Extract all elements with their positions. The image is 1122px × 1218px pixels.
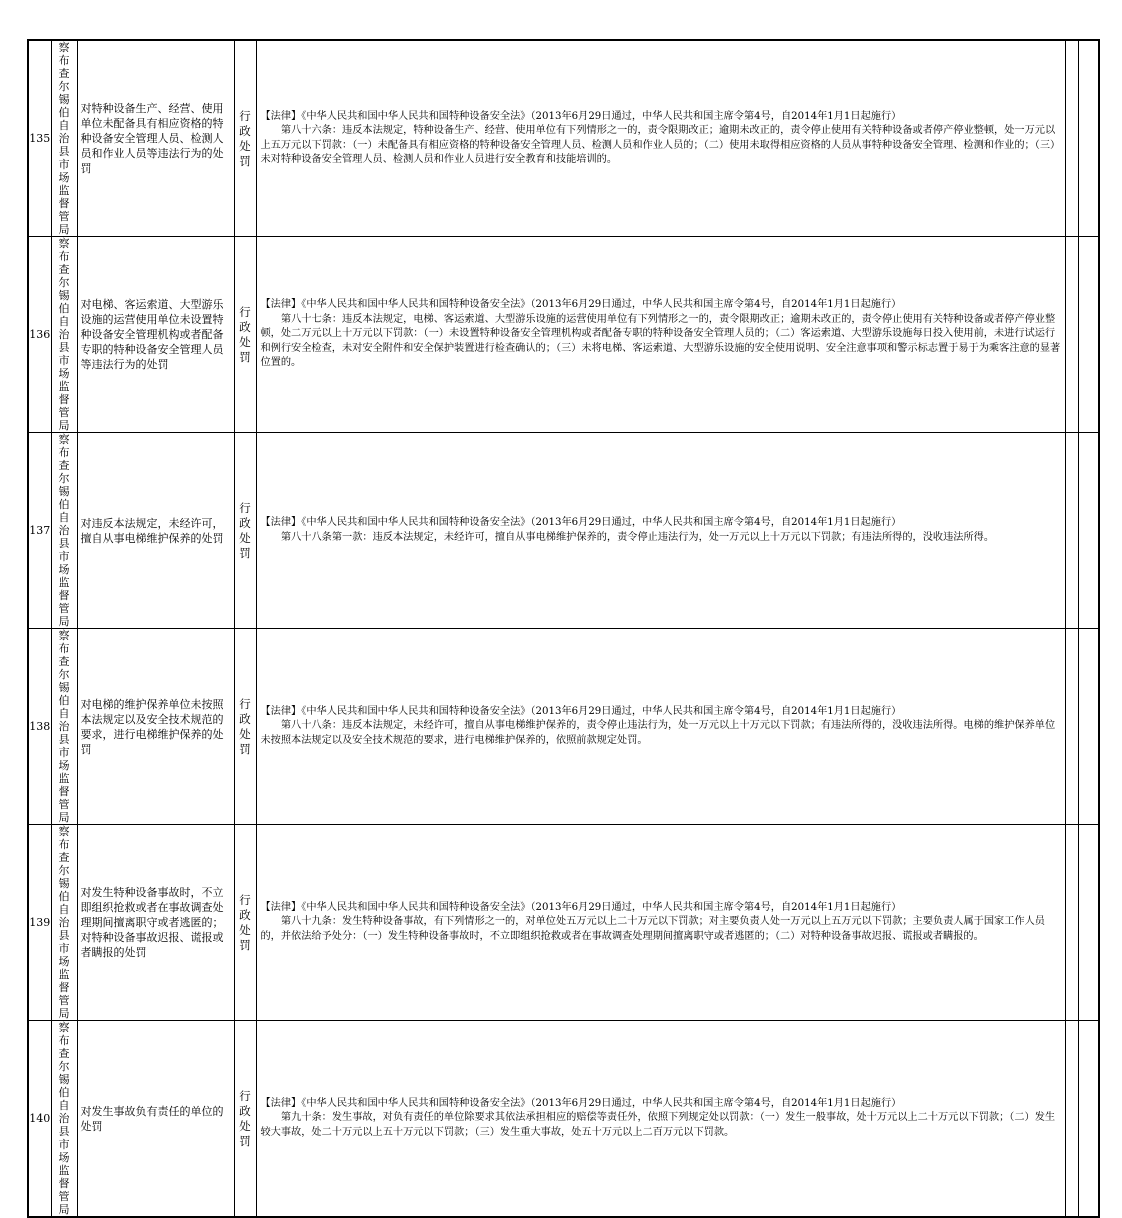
item-name: 对特种设备生产、经营、使用单位未配备具有相应资格的特种设备安全管理人员、检测人员和作业人员等违法行为的处罚	[77, 40, 234, 237]
department-cell	[51, 1021, 77, 1218]
row-number: 139	[28, 825, 51, 1021]
power-type-cell	[234, 1021, 256, 1218]
department-cell	[51, 629, 77, 825]
power-type: 行政处罚	[239, 500, 251, 560]
law-article: 第八十六条：违反本法规定，特种设备生产、经营、使用单位有下列情形之一的，责令限期改正；逾期未改正的，责令停止使用有关特种设备或者停产停业整顿，处一万元以上五万元以下罚款：（一）未配备具有相应资格的特种设备安全管理人员、检测人员和作业人员的；（二）使用未取得相应资格的人员从事特种设备安全管理、检测和作业的；（三）未对特种设备安全管理人员、检测人员和作业人员进行安全教育和技能培训的。	[260, 125, 1061, 165]
department-name: 察布查尔锡伯自治县市场监督管局	[58, 41, 70, 236]
law-citation: 【法律】《中华人民共和国中华人民共和国特种设备安全法》（2013年6月29日通过，中华人民共和国主席令第4号，自2014年1月1日起施行）	[260, 901, 902, 913]
power-type: 行政处罚	[239, 108, 251, 168]
blank-cell	[1065, 1021, 1078, 1218]
law-article: 第八十八条：违反本法规定，未经许可，擅自从事电梯维护保养的，责令停止违法行为，处一万元以上十万元以下罚款；有违法所得的，没收违法所得。电梯的维护保养单位未按照本法规定以及安全技术规范的要求，进行电梯维护保养的，依照前款规定处罚。	[260, 720, 1056, 746]
law-citation: 【法律】《中华人民共和国中华人民共和国特种设备安全法》（2013年6月29日通过，中华人民共和国主席令第4号，自2014年1月1日起施行）	[260, 705, 902, 717]
power-type-cell	[234, 237, 256, 433]
table-row	[28, 40, 1099, 237]
law-citation: 【法律】《中华人民共和国中华人民共和国特种设备安全法》（2013年6月29日通过，中华人民共和国主席令第4号，自2014年1月1日起施行）	[260, 517, 902, 528]
table-row	[28, 825, 1099, 1021]
legal-basis-cell	[256, 825, 1065, 1021]
department-name: 察布查尔锡伯自治县市场监督管局	[58, 825, 70, 1020]
row-number: 138	[28, 629, 51, 825]
row-number: 137	[28, 433, 51, 629]
item-name: 对发生事故负有责任的单位的处罚	[77, 1021, 234, 1218]
legal-basis-cell	[256, 40, 1065, 237]
legal-basis-cell	[256, 1021, 1065, 1218]
power-type: 行政处罚	[239, 304, 251, 364]
table-row	[28, 433, 1099, 629]
table-row	[28, 629, 1099, 825]
department-name: 察布查尔锡伯自治县市场监督管局	[58, 629, 70, 824]
legal-basis-cell	[256, 237, 1065, 433]
blank-cell	[1065, 237, 1078, 433]
blank-cell	[1065, 825, 1078, 1021]
law-article: 第八十七条：违反本法规定，电梯、客运索道、大型游乐设施的运营使用单位有下列情形之一的，责令限期改正；逾期未改正的，责令停止使用有关特种设备或者停产停业整顿，处二万元以上十万元以下罚款：（一）未设置特种设备安全管理机构或者配备专职的特种设备安全管理人员的；（二）客运索道、大型游乐设施每日投入使用前，未进行试运行和例行安全检查，未对安全附件和安全保护装置进行检查确认的；（三）未将电梯、客运索道、大型游乐设施的安全使用说明、安全注意事项和警示标志置于易于为乘客注意的显著位置的。	[260, 313, 1061, 369]
blank-cell	[1078, 825, 1099, 1021]
item-name: 对发生特种设备事故时，不立即组织抢救或者在事故调查处理期间擅离职守或者逃匿的；对特种设备事故迟报、谎报或者瞒报的处罚	[77, 825, 234, 1021]
power-type: 行政处罚	[239, 696, 251, 756]
law-citation: 【法律】《中华人民共和国中华人民共和国特种设备安全法》（2013年6月29日通过，中华人民共和国主席令第4号，自2014年1月1日起施行）	[260, 299, 902, 311]
item-name: 对违反本法规定，未经许可，擅自从事电梯维护保养的处罚	[77, 433, 234, 629]
power-type-cell	[234, 40, 256, 237]
law-article: 第八十八条第一款：违反本法规定，未经许可，擅自从事电梯维护保养的，责令停止违法行为，处一万元以上十万元以下罚款；有违法所得的，没收违法所得。	[280, 531, 995, 543]
department-cell	[51, 237, 77, 433]
law-citation: 【法律】《中华人民共和国中华人民共和国特种设备安全法》（2013年6月29日通过，中华人民共和国主席令第4号，自2014年1月1日起施行）	[260, 1097, 902, 1109]
power-list-table	[27, 39, 1100, 1218]
law-article: 第八十九条：发生特种设备事故，有下列情形之一的，对单位处五万元以上二十万元以下罚款；对主要负责人处一万元以上五万元以下罚款；主要负责人属于国家工作人员的，并依法给予处分：（一）发生特种设备事故时，不立即组织抢救或者在事故调查处理期间擅离职守或者逃匿的；（二）对特种设备事故迟报、谎报或者瞒报的。	[260, 916, 1045, 942]
blank-cell	[1078, 237, 1099, 433]
item-name: 对电梯的维护保养单位未按照本法规定以及安全技术规范的要求，进行电梯维护保养的处罚	[77, 629, 234, 825]
row-number: 135	[28, 40, 51, 237]
power-type-cell	[234, 629, 256, 825]
legal-basis-cell	[256, 433, 1065, 629]
blank-cell	[1078, 629, 1099, 825]
blank-cell	[1078, 40, 1099, 237]
power-type-cell	[234, 825, 256, 1021]
law-citation: 【法律】《中华人民共和国中华人民共和国特种设备安全法》（2013年6月29日通过，中华人民共和国主席令第4号，自2014年1月1日起施行）	[260, 110, 902, 122]
row-number: 140	[28, 1021, 51, 1218]
department-name: 察布查尔锡伯自治县市场监督管局	[58, 237, 70, 432]
table-row	[28, 237, 1099, 433]
department-cell	[51, 40, 77, 237]
blank-cell	[1078, 433, 1099, 629]
blank-cell	[1065, 40, 1078, 237]
power-type-cell	[234, 433, 256, 629]
row-number: 136	[28, 237, 51, 433]
power-type: 行政处罚	[239, 1088, 251, 1148]
legal-basis-cell	[256, 629, 1065, 825]
blank-cell	[1065, 433, 1078, 629]
blank-cell	[1065, 629, 1078, 825]
blank-cell	[1078, 1021, 1099, 1218]
item-name: 对电梯、客运索道、大型游乐设施的运营使用单位未设置特种设备安全管理机构或者配备专职的特种设备安全管理人员等违法行为的处罚	[77, 237, 234, 433]
department-name: 察布查尔锡伯自治县市场监督管局	[58, 1021, 70, 1216]
department-name: 察布查尔锡伯自治县市场监督管局	[58, 433, 70, 628]
law-article: 第九十条：发生事故，对负有责任的单位除要求其依法承担相应的赔偿等责任外，依照下列规定处以罚款：（一）发生一般事故，处十万元以上二十万元以下罚款；（二）发生较大事故，处二十万元以上五十万元以下罚款；（三）发生重大事故，处五十万元以上二百万元以下罚款。	[260, 1112, 1056, 1138]
table-row	[28, 1021, 1099, 1218]
department-cell	[51, 433, 77, 629]
department-cell	[51, 825, 77, 1021]
power-type: 行政处罚	[239, 892, 251, 952]
